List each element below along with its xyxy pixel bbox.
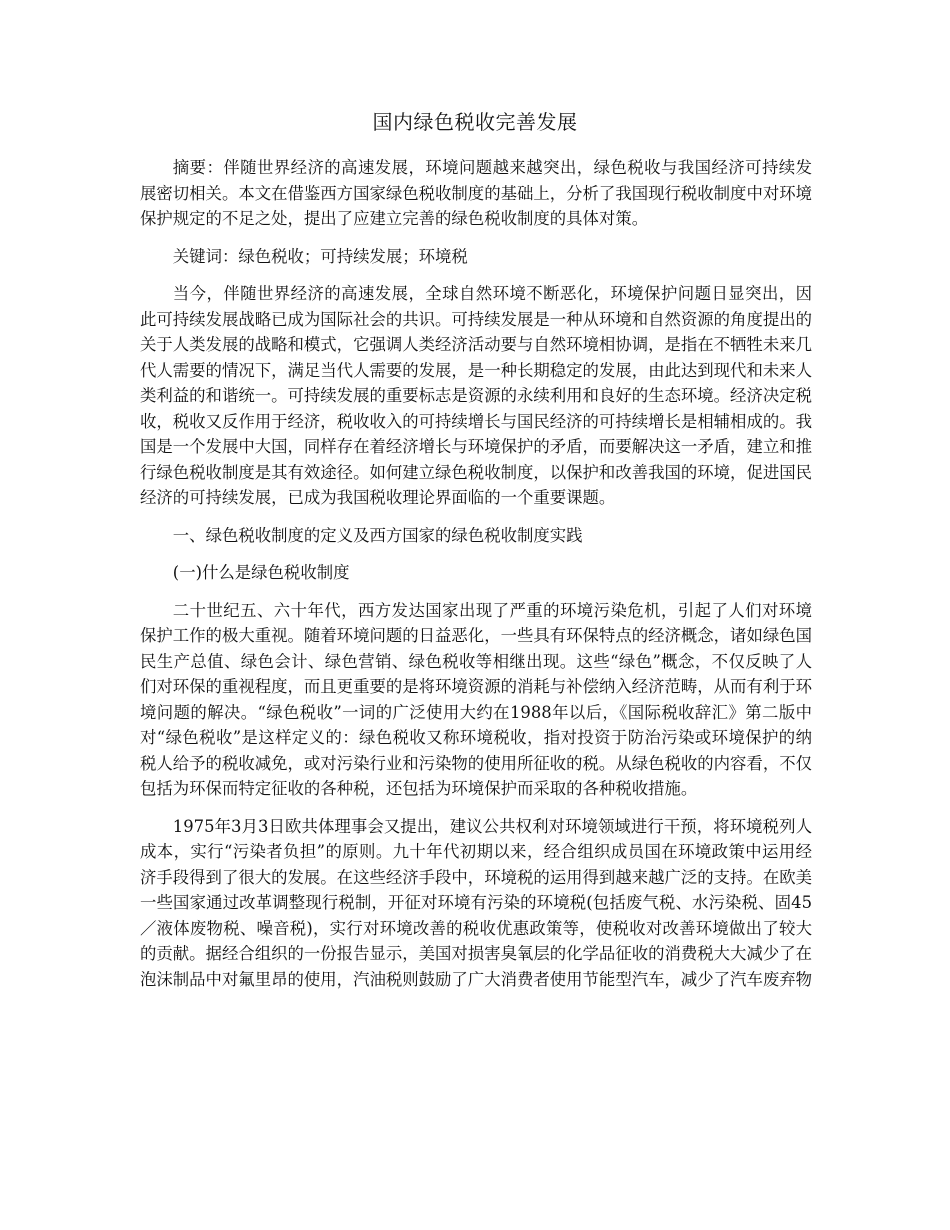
intro-paragraph: 当今，伴随世界经济的高速发展，全球自然环境不断恶化，环境保护问题日显突出，因此可持续发展战略已成为国际社会的共识。可持续发展是一种从环境和自然资源的角度提出的关于人类发展的战略和模式，它强调人类经济活动要与自然环境相协调，是指在不牺牲未来几代人需要的情况下，满足当代人需要的发展，是一种长期稳定的发展，由此达到现代和未来人类利益的和谐统一。可持续发展的重要标志是资源的永续利用和良好的生态环境。经济决定税收，税收又反作用于经济，税收收入的可持续增长与国民经济的可持续增长是相辅相成的。我国是一个发展中大国，同样存在着经济增长与环境保护的矛盾，而要解决这一矛盾，建立和推行绿色税收制度是其有效途径。如何建立绿色税收制度，以保护和改善我国的环境，促进国民经济的可持续发展，已成为我国税收理论界面临的一个重要课题。 [140,284,813,507]
document-body [140,155,812,1004]
document-title: 国内绿色税收完善发展 [372,110,578,134]
abstract-paragraph: 摘要：伴随世界经济的高速发展，环境问题越来越突出，绿色税收与我国经济可持续发展密切相关。本文在借鉴西方国家绿色税收制度的基础上，分析了我国现行税收制度中对环境保护规定的不足之处，提出了应建立完善的绿色税收制度的具体对策。 [140,158,813,228]
keywords-paragraph: 关键词：绿色税收；可持续发展；环境税 [172,246,468,266]
history-paragraph: 1975年3月3日欧共体理事会又提出，建议公共权利对环境领域进行干预，将环境税列人成本，实行“污染者负担”的原则。九十年代初期以来，经合组织成员国在环境政策中运用经济手段得到了很大的发展。在这些经济手段中，环境税的运用得到越来越广泛的支持。在欧美一些国家通过改革调整现行税制，开征对环境有污染的环境税(包括废气税、水污染税、固45／液体废物税、噪音税)，实行对环境改善的税收优惠政策等，使税收对改善环境做出了较大的贡献。据经合组织的一份报告显示，美国对损害臭氧层的化学品征收的消费税大大减少了在泡沫制品中对氟里昂的使用，汽油税则鼓励了广大消费者使用节能型汽车，减少了汽车废弃物 [140,816,813,989]
subsection-heading: (一)什么是绿色税收制度 [172,563,350,582]
definition-paragraph: 二十世纪五、六十年代，西方发达国家出现了严重的环境污染危机，引起了人们对环境保护工作的极大重视。随着环境问题的日益恶化，一些具有环保特点的经济概念，诸如绿色国民生产总值、绿色会计、绿色营销、绿色税收等相继出现。这些“绿色”概念，不仅反映了人们对环保的重视程度，而且更重要的是将环境资源的消耗与补偿纳入经济范畴，从而有利于环境问题的解决。“绿色税收”一词的广泛使用大约在1988年以后，《国际税收辞汇》第二版中对“绿色税收”是这样定义的：绿色税收又称环境税收，指对投资于防治污染或环境保护的纳税人给予的税收减免，或对污染行业和污染物的使用所征收的税。从绿色税收的内容看，不仅包括为环保而特定征收的各种税，还包括为环境保护而采取的各种税收措施。 [140,600,813,798]
section-heading: 一、绿色税收制度的定义及西方国家的绿色税收制度实践 [172,525,583,545]
